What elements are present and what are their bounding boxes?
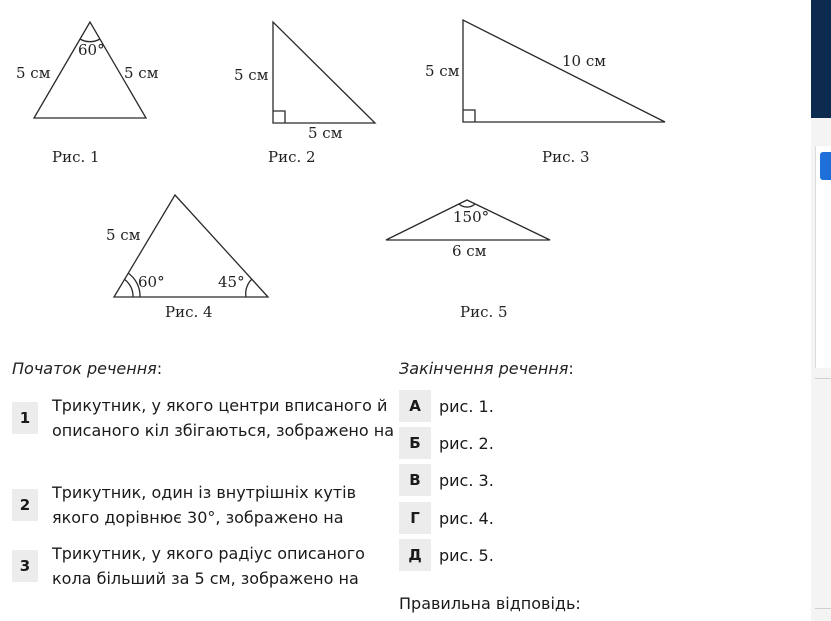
option-text: рис. 2. [439,433,494,453]
option-d [399,539,494,571]
statement-number: 1 [12,402,38,434]
statement-number: 2 [12,489,38,521]
statement-number: 3 [12,550,38,582]
fig1-side-right: 5 см [124,64,159,82]
statement-text: Трикутник, у якого центри вписаного й описаного кіл збігаються, зображено на [52,396,395,440]
fig5-base: 6 см [452,242,487,260]
option-letter: Д [399,539,431,571]
fig3-leg-vertical: 5 см [425,62,460,80]
figure-1 [16,22,159,166]
fig2-leg-horizontal: 5 см [308,124,343,142]
end-header-text: Закінчення речення [399,359,569,378]
sidebar-divider [815,608,831,609]
fig5-caption: Рис. 5 [460,303,508,321]
fig4-side: 5 см [106,226,141,244]
figures-area [0,0,700,340]
sidebar-divider [815,378,831,379]
figure-4 [106,195,268,321]
option-g [399,502,494,534]
option-a [399,390,494,422]
triangle-figures [0,0,700,340]
fig1-angle: 60° [78,41,105,59]
fig4-angle-left: 60° [138,273,165,291]
fig4-caption: Рис. 4 [165,303,213,321]
option-letter: В [399,464,431,496]
start-header-text: Початок речення [12,359,157,378]
fig2-leg-vertical: 5 см [234,66,269,84]
option-text: рис. 3. [439,470,494,490]
figure-2 [234,22,375,166]
start-header-colon: : [156,359,163,378]
fig1-caption: Рис. 1 [52,148,100,166]
sidebar-badge[interactable] [820,152,831,180]
fig2-caption: Рис. 2 [268,148,316,166]
fig4-angle-right: 45° [218,273,245,291]
option-letter: Б [399,427,431,459]
statement-text: Трикутник, один із внутрішніх кутів якого дорівнює 30°, зображено на [52,483,357,527]
sidebar-header-block [811,0,831,118]
figure-5 [386,200,550,321]
fig5-angle: 150° [453,208,490,226]
start-header [12,359,162,378]
end-header [399,359,574,378]
option-b [399,427,494,459]
option-v [399,464,494,496]
fig3-hypotenuse: 10 см [562,52,606,70]
statement-text: Трикутник, у якого радіус описаного кола більший за 5 см, зображено на [52,544,365,588]
figure-3 [425,20,665,166]
fig1-side-left: 5 см [16,64,51,82]
answer-label: Правильна відповідь: [399,594,581,613]
statement-3 [12,541,397,591]
option-letter: Г [399,502,431,534]
option-text: рис. 5. [439,545,494,565]
option-text: рис. 1. [439,396,494,416]
fig3-caption: Рис. 3 [542,148,590,166]
end-header-colon: : [568,359,574,378]
statement-1 [12,393,397,443]
option-text: рис. 4. [439,508,494,528]
option-letter: А [399,390,431,422]
statement-2 [12,480,397,530]
